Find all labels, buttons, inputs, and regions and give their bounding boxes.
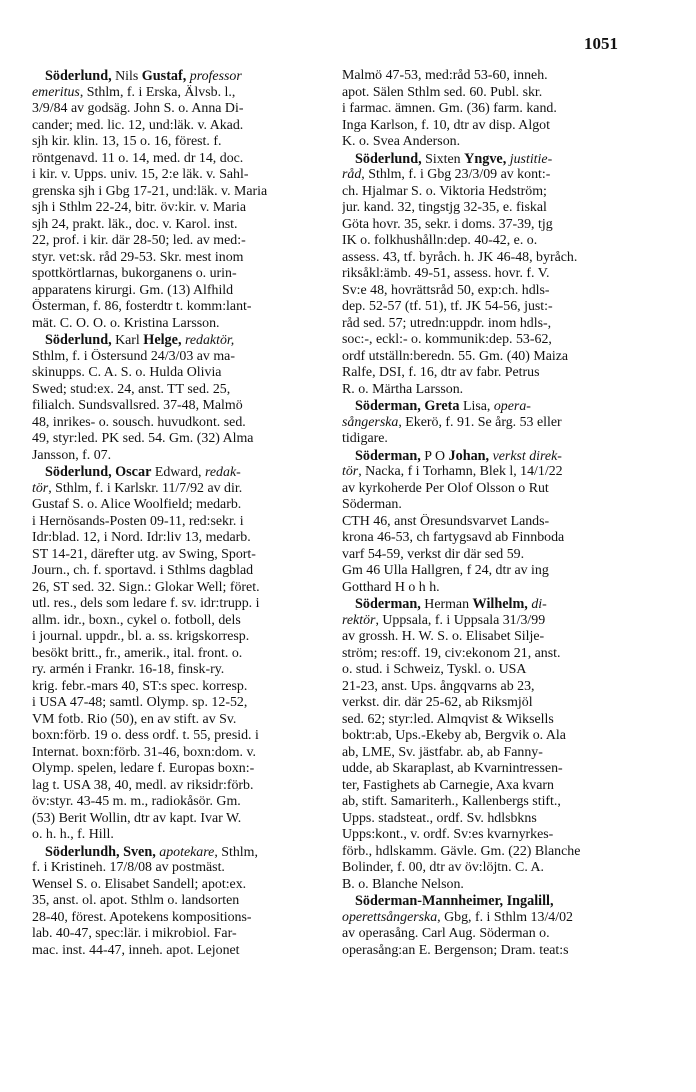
text-segment: f. i Kristineh. 17/8/08 av postmäst. [32, 860, 225, 875]
text-segment: besökt britt., fr., amerik., ital. front. o. [32, 645, 243, 661]
text-line [32, 250, 320, 267]
text-segment: , Nacka, f i Torhamn, Blek l, 14/1/22 [358, 464, 563, 479]
text-segment: styr. vet:sk. råd 29-53. Skr. mest inom [32, 249, 244, 265]
text-segment: ry. armén i Frankr. 16-18, finsk-ry. [32, 662, 225, 677]
text-line [32, 778, 320, 795]
text-segment: Lisa, [459, 399, 494, 414]
text-segment: i USA 47-48; samtl. Olymp. sp. 12-52, [32, 695, 248, 710]
text-segment: öv:styr. 43-45 m. m., radiokåsör. Gm. [32, 794, 241, 809]
text-segment: ch. Hjalmar S. o. Viktoria Hedström; [342, 183, 547, 199]
text-segment: dep. 52-57 (tf. 51), tf. JK 54-56, just:- [342, 299, 553, 314]
entry-heading-line [32, 68, 320, 85]
entry-name: Söderlund, [355, 150, 422, 167]
text-segment: Internat. boxn:förb. 31-46, boxn:dom. v. [32, 744, 257, 760]
italic-text: tör [342, 464, 359, 479]
text-segment: tidigare. [342, 431, 388, 446]
text-segment: av kyrkoherde Per Olof Olsson o Rut [342, 480, 549, 496]
text-segment: Nils [111, 69, 142, 84]
entry-heading-line [342, 596, 630, 613]
text-segment: filialch. Sundsvallsred. 37-48, Malmö [32, 398, 243, 413]
text-segment: krig. febr.-mars 40, ST:s spec. korresp. [32, 678, 248, 694]
text-segment: R. o. Märtha Larsson. [342, 381, 464, 397]
text-line [342, 316, 630, 333]
entry-name: Söderman, [355, 398, 421, 414]
entry-name: Oscar [115, 464, 152, 480]
text-segment: Inga Karlson, f. 10, dtr av disp. Algot [342, 117, 550, 133]
text-segment: ter, Fastighets ab Carnegie, Axa kvarn [342, 777, 554, 793]
text-segment: 3/9/84 av godsäg. John S. o. Anna Di- [32, 101, 244, 116]
text-segment: utl. res., dels som ledare f. sv. idr:trupp. i [32, 596, 260, 611]
right-column [342, 68, 630, 959]
text-line [32, 118, 320, 135]
text-segment: boktr:ab, Ups.-Ekeby ab, Bergvik o. Ala [342, 728, 566, 743]
text-line [342, 217, 630, 234]
italic-text: justitie- [509, 151, 553, 167]
text-line [342, 85, 630, 102]
text-line [32, 167, 320, 184]
entry-name: Söderlund, [45, 332, 112, 348]
text-line [32, 910, 320, 927]
text-segment: 22, prof. i kir. där 28-50; led. av med:- [32, 233, 246, 248]
text-line [32, 580, 320, 597]
text-line [342, 299, 630, 316]
text-segment: ström; res:off. 19, civ:ekonom 21, anst. [342, 645, 561, 661]
page-number: 1051 [584, 34, 618, 53]
text-line [32, 101, 320, 118]
text-line [32, 563, 320, 580]
text-segment: ordf utställn:beredn. 55. Gm. (40) Maiza [342, 348, 569, 364]
text-line [342, 497, 630, 514]
text-segment: allm. idr., boxn., cykel o. fotboll, dels [32, 612, 241, 628]
text-line [32, 233, 320, 250]
text-segment: Karl [111, 333, 144, 348]
text-segment: skinupps. C. A. S. o. Hulda Olivia [32, 365, 222, 380]
text-line [342, 167, 630, 184]
text-line [32, 926, 320, 943]
text-line [342, 134, 630, 151]
entry-name: Söderlund, [45, 464, 112, 480]
italic-text: rektör [342, 612, 376, 628]
text-line [342, 877, 630, 894]
text-segment: Edward, [151, 465, 205, 480]
text-segment: udde, ab Skaraplast, ab Kvarnintressen- [342, 761, 563, 776]
italic-text: redaktör, [184, 333, 235, 348]
text-segment: Ralfe, DSI, f. 16, dtr av fabr. Petrus [342, 365, 540, 380]
text-segment: av operasång. Carl Aug. Söderman o. [342, 926, 550, 941]
text-line [342, 283, 630, 300]
text-line [342, 844, 630, 861]
entry-name: Wilhelm, [472, 596, 528, 612]
text-line [32, 398, 320, 415]
text-line [342, 349, 630, 366]
text-segment: boxn:förb. 19 o. dess ordf. t. 55, presid. i [32, 728, 259, 743]
text-line [342, 266, 630, 283]
text-segment: i Hernösands-Posten 09-11, red:sekr. i [32, 513, 244, 529]
text-line [342, 200, 630, 217]
text-segment: cander; med. lic. 12, und:läk. v. Akad. [32, 117, 244, 133]
text-segment: lab. 40-47, spec:lär. i mikrobiol. Far- [32, 926, 237, 941]
entry-name: Söderlundh, Sven, [45, 843, 156, 860]
text-line [342, 464, 630, 481]
text-line [342, 712, 630, 729]
entry-heading-line [342, 893, 630, 910]
text-line [342, 101, 630, 118]
text-line [342, 250, 630, 267]
text-line [32, 695, 320, 712]
text-segment: IK o. folkhushålln:dep. 40-42, e. o. [342, 233, 538, 248]
text-line [342, 662, 630, 679]
text-line [342, 530, 630, 547]
text-segment: Idr:blad. 12, i Nord. Idr:liv 13, medarb. [32, 530, 251, 545]
text-line [342, 794, 630, 811]
text-line [342, 679, 630, 696]
text-segment: av grossh. H. W. S. o. Elisabet Silje- [342, 629, 545, 644]
italic-text: redak- [205, 465, 241, 480]
text-line [32, 497, 320, 514]
text-segment: 21-23, anst. Ups. ångqvarns ab 23, [342, 678, 535, 694]
entry-heading-line [342, 398, 630, 415]
text-segment: P O [420, 448, 449, 464]
text-segment: sjh 24, prakt. läk., doc. v. Karol. inst. [32, 216, 238, 232]
text-line [342, 184, 630, 201]
text-line [32, 448, 320, 465]
text-line [32, 349, 320, 366]
text-segment: (53) Berit Wollin, dtr av kapt. Ivar W. [32, 810, 242, 826]
text-segment: 26, ST sed. 32. Sign.: Glokar Well; föret. [32, 579, 260, 595]
text-segment: Olymp. spelen, ledare f. Europas boxn:- [32, 761, 255, 776]
text-segment: apot. Sälen Sthlm sed. 60. Publ. skr. [342, 84, 543, 100]
text-segment: ab, stift. Samariterh., Kallenbergs stift., [342, 794, 561, 809]
entry-heading-line [32, 844, 320, 861]
text-line [342, 728, 630, 745]
text-segment: Gm 46 Ulla Hallgren, f 24, dtr av ing [342, 563, 549, 578]
text-line [32, 431, 320, 448]
text-line [342, 926, 630, 943]
left-column [32, 68, 320, 959]
text-line [342, 629, 630, 646]
text-segment: Söderman. [342, 497, 402, 512]
text-segment: B. o. Blanche Nelson. [342, 876, 464, 892]
entry-name: Helge, [143, 332, 182, 348]
text-segment: ab, LME, Sv. jästfabr. ab, ab Fanny- [342, 744, 543, 760]
entry-name: Söderman, [355, 596, 421, 612]
entry-name: Greta [424, 398, 460, 414]
text-segment: Sixten [421, 151, 465, 167]
entry-heading-line [342, 448, 630, 465]
italic-text: apotekare [159, 844, 215, 860]
text-line [32, 134, 320, 151]
text-line [342, 580, 630, 597]
text-line [342, 382, 630, 399]
text-line [342, 943, 630, 960]
text-line [32, 662, 320, 679]
text-segment: varf 54-59, verkst dir där sed 59. [342, 546, 525, 562]
italic-text: tör [32, 480, 49, 496]
text-segment: Gustaf S. o. Alice Woolfield; medarb. [32, 497, 242, 512]
italic-text: professor [189, 69, 242, 84]
text-segment: Jansson, f. 07. [32, 447, 112, 463]
entry-name: Johan, [448, 447, 490, 464]
text-line [342, 431, 630, 448]
text-segment: Sthlm, f. i Östersund 24/3/03 av ma- [32, 348, 235, 364]
text-line [32, 266, 320, 283]
text-segment: Malmö 47-53, med:råd 53-60, inneh. [342, 68, 548, 83]
text-line [32, 596, 320, 613]
text-segment: lag t. USA 38, 40, medl. av riksidr:förb. [32, 777, 254, 793]
text-segment: Österman, f. 86, fosterdtr t. komm:lant- [32, 299, 252, 314]
text-line [32, 613, 320, 630]
text-segment: , Sthlm, [214, 844, 258, 860]
text-line [342, 514, 630, 531]
text-segment: 49, styr:led. PK sed. 54. Gm. (32) Alma [32, 431, 254, 446]
text-segment: krona 46-53, ch fartygsavd ab Finnboda [342, 530, 565, 545]
text-line [32, 646, 320, 663]
text-segment: mac. inst. 44-47, inneh. apot. Lejonet [32, 942, 240, 958]
text-segment: Bolinder, f. 00, dtr av öv:löjtn. C. A. [342, 860, 545, 875]
text-line [342, 613, 630, 630]
text-segment: Journ., ch. f. sportavd. i Sthlms dagblad [32, 563, 254, 578]
text-line [32, 217, 320, 234]
text-segment: ST 14-21, därefter utg. av Swing, Sport- [32, 546, 256, 562]
text-line [342, 415, 630, 432]
text-line [32, 811, 320, 828]
text-segment: operasång:an E. Bergenson; Dram. teat:s [342, 942, 569, 958]
text-line [32, 514, 320, 531]
text-line [342, 695, 630, 712]
text-line [32, 382, 320, 399]
text-segment: sed. 62; styr:led. Almqvist & Wiksells [342, 711, 554, 727]
text-line [342, 827, 630, 844]
entry-heading-line [342, 151, 630, 168]
text-line [32, 728, 320, 745]
italic-text: di- [531, 597, 547, 612]
text-line [32, 481, 320, 498]
text-line [342, 745, 630, 762]
text-line [32, 827, 320, 844]
text-segment: i farmac. ämnen. Gm. (36) farm. kand. [342, 101, 557, 116]
italic-text: opera- [493, 399, 531, 414]
text-line [32, 365, 320, 382]
text-segment: , Sthlm, f. i Karlskr. 11/7/92 av dir. [48, 480, 243, 496]
text-segment: sjh i Sthlm 22-24, bitr. öv:kir. v. Maria [32, 200, 247, 215]
text-segment: i journal. uppdr., bl. a. ss. krigskorresp. [32, 629, 250, 644]
text-segment: , Sthlm, f. i Erska, Älvsb. l., [79, 84, 236, 100]
text-segment: o. h. h., f. Hill. [32, 827, 114, 842]
text-line [32, 316, 320, 333]
text-line [32, 85, 320, 102]
entry-heading-line [32, 332, 320, 349]
text-segment: Upps:kont., v. ordf. Sv:es kvarnyrkes- [342, 827, 554, 842]
text-segment: , Uppsala, f. i Uppsala 31/3/99 [375, 612, 546, 628]
text-segment: o. stud. i Schweiz, Tyskl. o. USA [342, 662, 527, 677]
text-line [342, 910, 630, 927]
text-segment: i kir. v. Upps. univ. 15, 2:e läk. v. Sahl- [32, 167, 249, 182]
text-segment: , Sthlm, f. i Gbg 23/3/09 av kont:- [361, 167, 551, 182]
text-line [342, 118, 630, 135]
text-line [32, 679, 320, 696]
text-line [342, 233, 630, 250]
text-segment: assess. 43, tf. byråch. h. JK 46-48, byråch. [342, 249, 578, 265]
text-segment: förb., hdlskamm. Gävle. Gm. (22) Blanche [342, 843, 581, 859]
text-line [32, 283, 320, 300]
text-segment: riksåkl:ämb. 49-51, assess. hovr. f. V. [342, 266, 550, 281]
italic-text: verkst direk- [492, 448, 562, 464]
italic-text: operettsångerska [342, 909, 438, 925]
text-line [342, 778, 630, 795]
text-line [342, 563, 630, 580]
text-line [32, 151, 320, 168]
text-line [342, 481, 630, 498]
entry-name: Gustaf, [141, 68, 187, 84]
text-segment: Sv:e 48, hovrättsråd 50, exp:ch. hdls- [342, 282, 550, 298]
text-segment: jur. kand. 32, tingstjg 32-35, e. fiskal [342, 200, 547, 215]
text-segment: , Ekerö, f. 91. Se årg. 53 eller [398, 414, 562, 430]
text-line [342, 547, 630, 564]
text-segment: 48, inrikes- o. sousch. huvudkont. sed. [32, 414, 246, 430]
text-line [32, 184, 320, 201]
entry-name: Söderman-Mannheimer, Ingalill, [355, 893, 554, 909]
text-line [342, 365, 630, 382]
text-segment: råd sed. 57; utredn:uppdr. inom hdls-, [342, 315, 552, 331]
text-segment: , Gbg, f. i Sthlm 13/4/02 [437, 909, 573, 925]
text-line [32, 712, 320, 729]
text-segment: 28-40, förest. Apotekens kompositions- [32, 909, 252, 925]
text-segment: K. o. Svea Anderson. [342, 134, 461, 149]
text-segment: soc:-, eckl:- o. kommunik:dep. 53-62, [342, 332, 552, 347]
text-segment: Upps. stadsteat., ordf. Sv. hdlsbkns [342, 810, 537, 826]
text-segment: Herman [420, 597, 473, 612]
text-line [32, 761, 320, 778]
text-segment: spottkörtlarnas, bukorganens o. urin- [32, 266, 237, 281]
text-segment: sjh kir. klin. 13, 15 o. 16, förest. f. [32, 134, 222, 149]
text-line [32, 860, 320, 877]
text-segment: CTH 46, anst Öresundsvarvet Lands- [342, 513, 550, 529]
text-line [32, 530, 320, 547]
text-segment: röntgenavd. 11 o. 14, med. dr 14, doc. [32, 150, 244, 166]
text-line [342, 332, 630, 349]
text-segment: mät. C. O. O. o. Kristina Larsson. [32, 315, 220, 331]
text-line [342, 646, 630, 663]
text-line [32, 415, 320, 432]
text-segment: Swed; stud:ex. 24, anst. TT sed. 25, [32, 381, 231, 397]
text-line [32, 794, 320, 811]
entry-name: Yngve, [464, 150, 507, 167]
italic-text: emeritus [32, 84, 80, 100]
text-segment: grenska sjh i Gbg 17-21, und:läk. v. Maria [32, 183, 268, 199]
text-segment: apparatens kirurgi. Gm. (13) Alfhild [32, 282, 234, 298]
text-line [32, 877, 320, 894]
text-line [32, 629, 320, 646]
text-segment: Gotthard H o h h. [342, 579, 440, 595]
text-line [32, 745, 320, 762]
text-line [342, 68, 630, 85]
entry-name: Söderlund, [45, 68, 112, 84]
italic-text: sångerska [342, 414, 399, 430]
italic-text: råd [342, 167, 362, 182]
text-segment: Wensel S. o. Elisabet Sandell; apot:ex. [32, 876, 247, 892]
text-line [32, 943, 320, 960]
text-line [342, 761, 630, 778]
text-segment: Göta hovr. 35, sekr. i doms. 37-39, tjg [342, 216, 553, 232]
text-line [32, 299, 320, 316]
text-line [32, 200, 320, 217]
text-segment: VM fotb. Rio (50), en av stift. av Sv. [32, 711, 237, 727]
text-segment: verkst. dir. där 25-62, ab Riksmjöl [342, 695, 533, 710]
entry-name: Söderman, [355, 447, 421, 464]
entry-heading-line [32, 464, 320, 481]
text-line [342, 811, 630, 828]
text-segment: 35, anst. ol. apot. Sthlm o. landsorten [32, 893, 240, 908]
text-line [32, 893, 320, 910]
text-line [342, 860, 630, 877]
text-line [32, 547, 320, 564]
